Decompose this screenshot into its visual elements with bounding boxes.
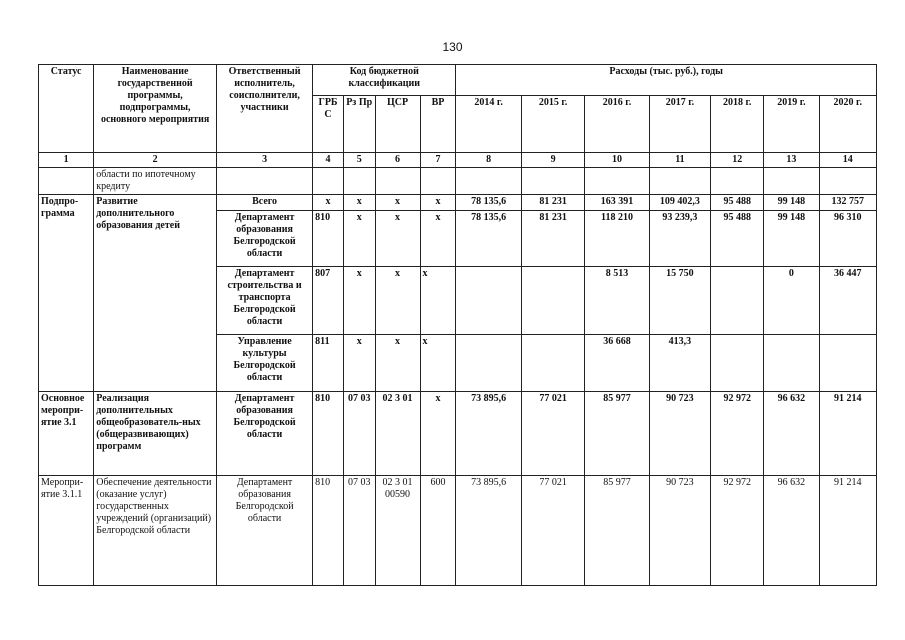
csr-cell: 02 3 01	[375, 392, 420, 476]
col-num: 9	[521, 153, 584, 168]
col-num: 4	[313, 153, 344, 168]
vr-cell: 600	[420, 476, 456, 586]
value-cell: 85 977	[585, 476, 649, 586]
subprogram-name: Развитие дополнительного образования детей	[94, 195, 217, 392]
value-cell: 78 135,6	[456, 195, 521, 211]
activity-name: Обеспечение деятельности (оказание услуг) государственных учреждений (организаций) Белгородской области	[94, 476, 217, 586]
executor-cell: Департамент образования Белгородской области	[217, 211, 313, 267]
vr-cell: х	[420, 335, 456, 392]
header-executor: Ответственный исполнитель, соисполнители, участники	[217, 65, 313, 153]
table-row	[39, 392, 877, 476]
csr-cell: 02 3 01 00590	[375, 476, 420, 586]
value-cell	[764, 335, 819, 392]
table-row	[39, 476, 877, 586]
column-number-row	[39, 153, 877, 168]
value-cell: 95 488	[711, 195, 764, 211]
executor-cell: Всего	[217, 195, 313, 211]
value-cell: 109 402,3	[649, 195, 710, 211]
header-year-2018: 2018 г.	[711, 96, 764, 153]
budget-table	[38, 64, 877, 586]
continuation-text: области по ипотечному кредиту	[94, 168, 217, 195]
grbs-cell: 810	[313, 392, 344, 476]
subprogram-status: Подпро-грамма	[39, 195, 94, 392]
header-grbs: ГРБ С	[313, 96, 344, 153]
value-cell: 91 214	[819, 476, 876, 586]
value-cell: 36 668	[585, 335, 649, 392]
value-cell: 92 972	[711, 476, 764, 586]
value-cell: 99 148	[764, 211, 819, 267]
header-name: Наименование государственной программы, подпрограммы, основного мероприятия	[94, 65, 217, 153]
col-num: 5	[343, 153, 375, 168]
value-cell: 93 239,3	[649, 211, 710, 267]
col-num: 12	[711, 153, 764, 168]
value-cell: 90 723	[649, 476, 710, 586]
col-num: 14	[819, 153, 876, 168]
value-cell: 73 895,6	[456, 392, 521, 476]
value-cell: 132 757	[819, 195, 876, 211]
value-cell: 96 310	[819, 211, 876, 267]
value-cell	[456, 335, 521, 392]
header-rzpr: Рз Пр	[343, 96, 375, 153]
value-cell: 0	[764, 267, 819, 335]
value-cell: 78 135,6	[456, 211, 521, 267]
rzpr-cell: 07 03	[343, 392, 375, 476]
executor-cell: Управление культуры Белгородской области	[217, 335, 313, 392]
grbs-cell: 807	[313, 267, 344, 335]
header-status: Статус	[39, 65, 94, 153]
col-num: 7	[420, 153, 456, 168]
value-cell: 92 972	[711, 392, 764, 476]
executor-cell: Департамент строительства и транспорта Белгородской области	[217, 267, 313, 335]
executor-cell: Департамент образования Белгородской области	[217, 392, 313, 476]
col-num: 6	[375, 153, 420, 168]
header-year-2014: 2014 г.	[456, 96, 521, 153]
grbs-cell: 810	[313, 476, 344, 586]
col-num: 11	[649, 153, 710, 168]
header-year-2016: 2016 г.	[585, 96, 649, 153]
value-cell	[711, 267, 764, 335]
rzpr-cell: 07 03	[343, 476, 375, 586]
rzpr-cell: х	[343, 195, 375, 211]
grbs-cell: х	[313, 195, 344, 211]
value-cell: 163 391	[585, 195, 649, 211]
main-activity-status: Основное меропри-ятие 3.1	[39, 392, 94, 476]
value-cell: 118 210	[585, 211, 649, 267]
col-num: 2	[94, 153, 217, 168]
value-cell: 96 632	[764, 392, 819, 476]
col-num: 13	[764, 153, 819, 168]
col-num: 10	[585, 153, 649, 168]
executor-cell: Департамент образования Белгородской области	[217, 476, 313, 586]
header-year-2017: 2017 г.	[649, 96, 710, 153]
csr-cell: х	[375, 267, 420, 335]
header-budget-code: Код бюджетной классификации	[313, 65, 456, 96]
header-vr: ВР	[420, 96, 456, 153]
vr-cell: х	[420, 267, 456, 335]
value-cell	[711, 335, 764, 392]
value-cell: 99 148	[764, 195, 819, 211]
value-cell: 77 021	[521, 392, 584, 476]
value-cell: 413,3	[649, 335, 710, 392]
grbs-cell: 810	[313, 211, 344, 267]
value-cell: 15 750	[649, 267, 710, 335]
header-csr: ЦСР	[375, 96, 420, 153]
rzpr-cell: х	[343, 335, 375, 392]
csr-cell: х	[375, 211, 420, 267]
table-row	[39, 195, 877, 211]
rzpr-cell: х	[343, 211, 375, 267]
value-cell	[456, 267, 521, 335]
value-cell	[521, 267, 584, 335]
value-cell	[819, 335, 876, 392]
value-cell: 90 723	[649, 392, 710, 476]
activity-status: Меропри-ятие 3.1.1	[39, 476, 94, 586]
col-num: 3	[217, 153, 313, 168]
value-cell: 91 214	[819, 392, 876, 476]
value-cell: 95 488	[711, 211, 764, 267]
value-cell: 8 513	[585, 267, 649, 335]
main-activity-name: Реализация дополнительных общеобразователь-ных (общеразвивающих) программ	[94, 392, 217, 476]
vr-cell: х	[420, 392, 456, 476]
col-num: 1	[39, 153, 94, 168]
value-cell: 77 021	[521, 476, 584, 586]
value-cell	[521, 335, 584, 392]
rzpr-cell: х	[343, 267, 375, 335]
page-number: 130	[442, 40, 463, 54]
header-year-2019: 2019 г.	[764, 96, 819, 153]
value-cell: 85 977	[585, 392, 649, 476]
vr-cell: х	[420, 195, 456, 211]
header-year-2020: 2020 г.	[819, 96, 876, 153]
vr-cell: х	[420, 211, 456, 267]
value-cell: 36 447	[819, 267, 876, 335]
header-expenses: Расходы (тыс. руб.), годы	[456, 65, 877, 96]
header-year-2015: 2015 г.	[521, 96, 584, 153]
col-num: 8	[456, 153, 521, 168]
value-cell: 73 895,6	[456, 476, 521, 586]
table-row	[39, 168, 877, 195]
value-cell: 81 231	[521, 195, 584, 211]
csr-cell: х	[375, 195, 420, 211]
value-cell: 96 632	[764, 476, 819, 586]
grbs-cell: 811	[313, 335, 344, 392]
csr-cell: х	[375, 335, 420, 392]
value-cell: 81 231	[521, 211, 584, 267]
